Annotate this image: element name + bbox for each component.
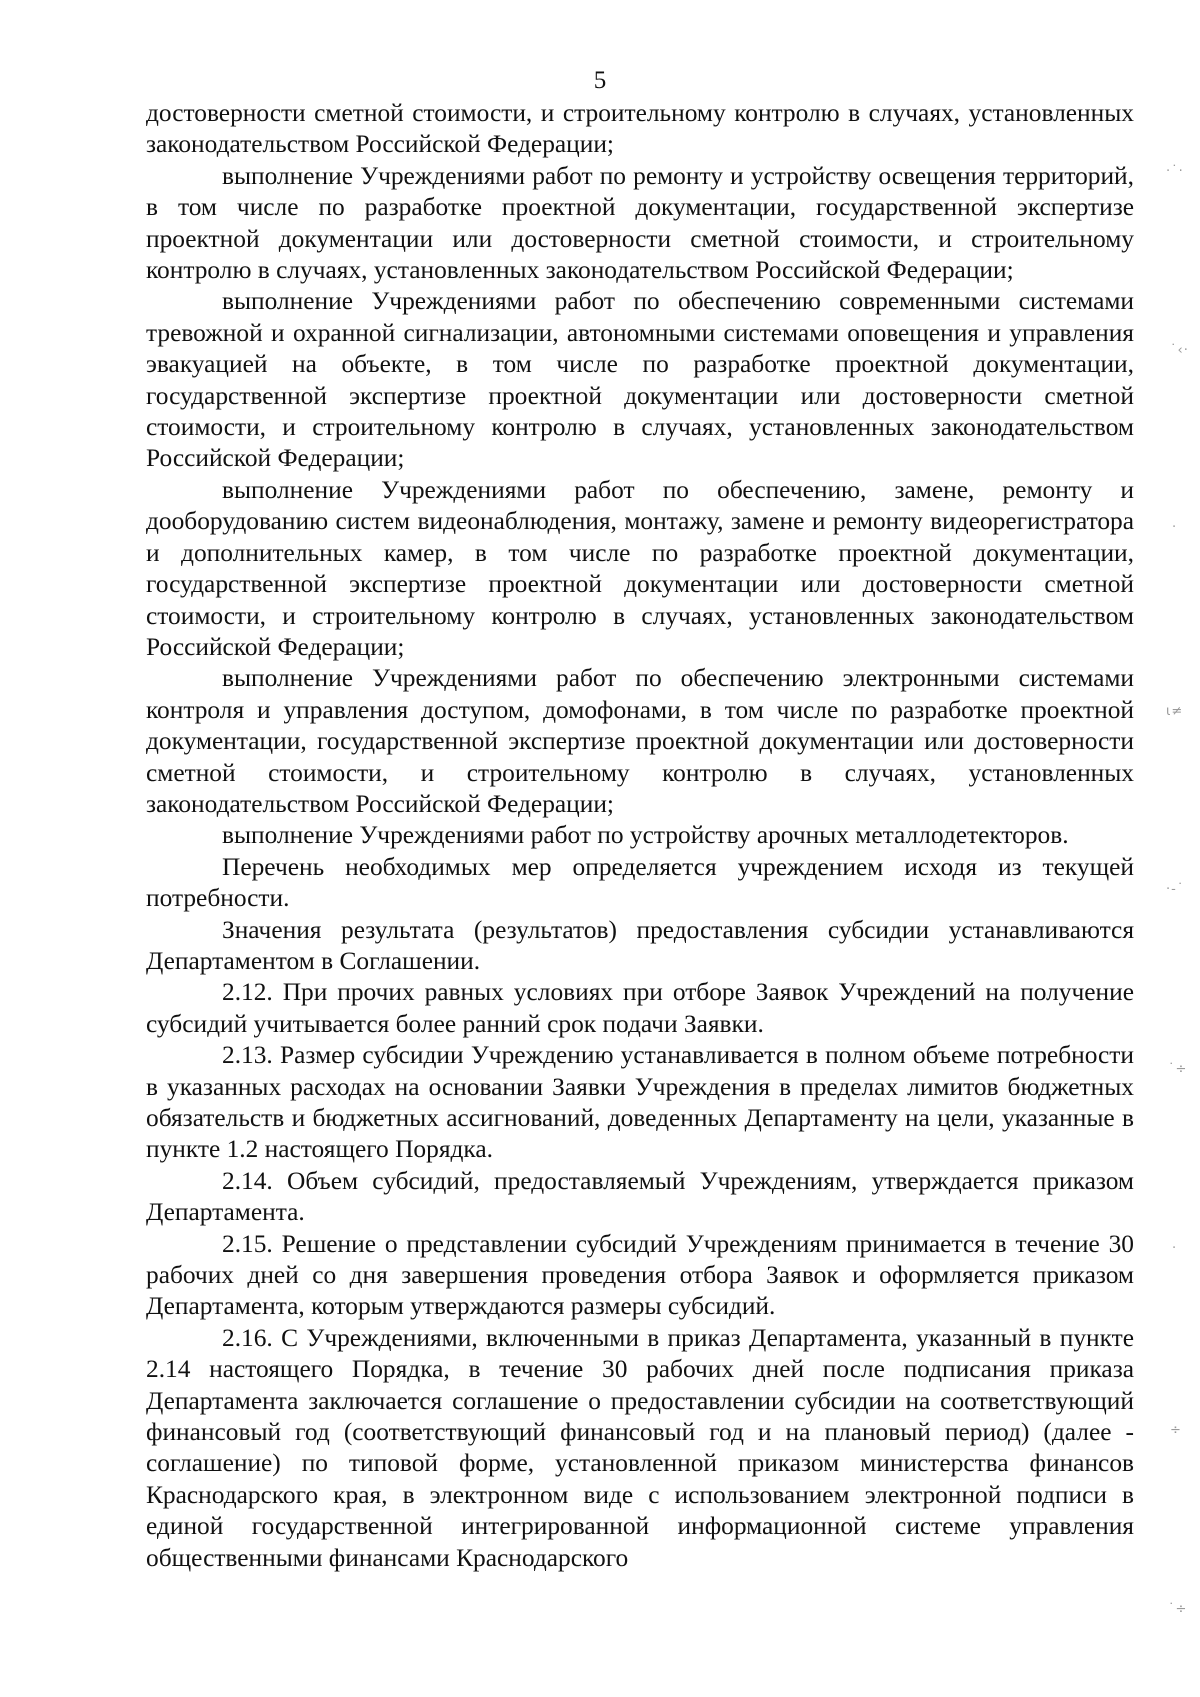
scan-noise-mark: ι≠	[1166, 704, 1184, 719]
scan-noise-mark: ˙÷	[1168, 1062, 1188, 1077]
scan-noise-mark: ÷	[1170, 1423, 1182, 1438]
paragraph: 2.14. Объем субсидий, предоставляемый Учреждениям, утверждается приказом Департамента.	[146, 1166, 1134, 1227]
paragraph: 2.15. Решение о представлении субсидий Учреждениям принимается в течение 30 рабочих дней со дня завершения проведения отбора Заявок и оформляется приказом Департамента, которым утверждаются размеры субсидий.	[146, 1229, 1134, 1321]
paragraph: выполнение Учреждениями работ по устройству арочных металлодетекторов.	[222, 821, 1069, 850]
scan-noise-mark: ˙÷	[1168, 1602, 1188, 1617]
paragraph: 2.12. При прочих равных условиях при отборе Заявок Учреждений на получение субсидий учитывается более ранний срок подачи Заявки.	[146, 978, 1134, 1038]
paragraph: выполнение Учреждениями работ по обеспечению современными системами тревожной и охранной сигнализации, автономными системами оповещения и управления эвакуацией на объекте, в том числе по разработке проектной документации, государственной экспертизе проектной документации или достоверности сметной стоимости, и строительному контролю в случаях, установленных законодательством Российской Федерации;	[146, 287, 1134, 473]
document-body	[146, 98, 1134, 1574]
paragraph: выполнение Учреждениями работ по обеспечению, замене, ремонту и дооборудованию систем видеонаблюдения, монтажу, замене и ремонту видеорегистратора и дополнительных камер, в том числе по разработке проектной документации, государственной экспертизе проектной документации или достоверности сметной стоимости, и строительному контролю в случаях, установленных законодательством Российской Федерации;	[146, 475, 1134, 661]
paragraph: Значения результата (результатов) предоставления субсидии устанавливаются Департаментом в Соглашении.	[146, 915, 1134, 975]
paragraph: 2.13. Размер субсидии Учреждению устанавливается в полном объеме потребности в указанных расходах на основании Заявки Учреждения в пределах лимитов бюджетных обязательств и бюджетных ассигнований, доведенных Департаменту на цели, указанные в пункте 1.2 настоящего Порядка.	[146, 1041, 1134, 1164]
scan-noise-mark: ·	[1172, 1241, 1178, 1256]
page-number: 5	[593, 67, 607, 94]
paragraph: Перечень необходимых мер определяется учреждением исходя из текущей потребности.	[146, 852, 1134, 913]
scan-noise-mark: ·˙·	[1166, 164, 1184, 179]
scan-noise-mark: ·	[1172, 520, 1178, 535]
scan-noise-mark: ˙‹·	[1170, 343, 1189, 358]
scan-noise-mark: ·-˙	[1166, 882, 1185, 897]
paragraph: 2.16. С Учреждениями, включенными в приказ Департамента, указанный в пункте 2.14 настоящего Порядка, в течение 30 рабочих дней после подписания приказа Департамента заключается соглашение о предоставлении субсидии на соответствующий финансовый год (соответствующий финансовый год и на плановый период) (далее - соглашение) по типовой форме, установленной приказом министерства финансов Краснодарского края, в электронном виде с использованием электронной подписи в единой государственной интегрированной информационной системе управления общественными финансами Краснодарского	[146, 1323, 1134, 1572]
paragraph: выполнение Учреждениями работ по ремонту и устройству освещения территорий, в том числе по разработке проектной документации, государственной экспертизе проектной документации или достоверности сметной стоимости, и строительному контролю в случаях, установленных законодательством Российской Федерации;	[146, 161, 1134, 285]
paragraph: достоверности сметной стоимости, и строительному контролю в случаях, установленных законодательством Российской Федерации;	[146, 99, 1134, 159]
paragraph: выполнение Учреждениями работ по обеспечению электронными системами контроля и управления доступом, домофонами, в том числе по разработке проектной документации, государственной экспертизе проектной документации или достоверности сметной стоимости, и строительному контролю в случаях, установленных законодательством Российской Федерации;	[146, 664, 1134, 818]
